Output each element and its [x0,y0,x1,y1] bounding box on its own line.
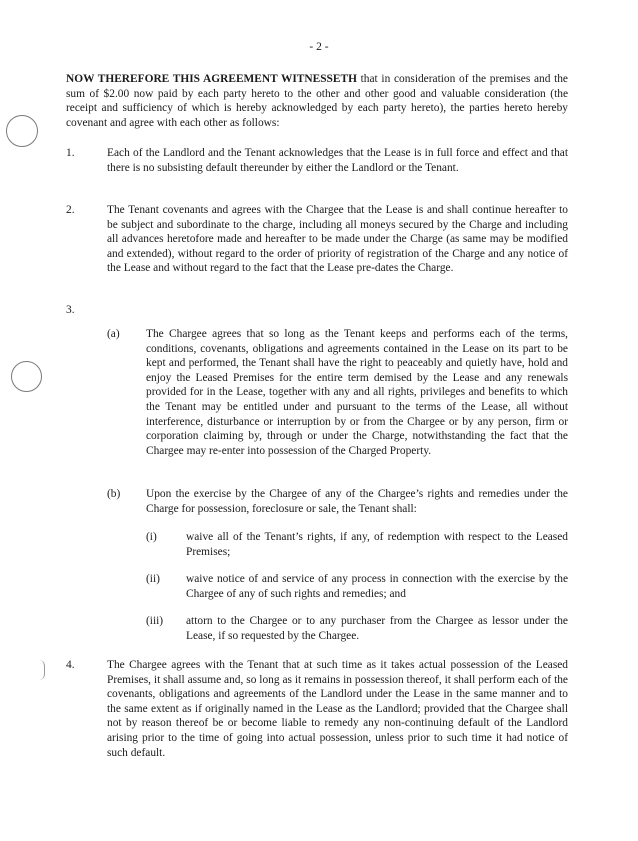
margin-mark [39,660,45,680]
clause-1-number: 1. [66,147,75,159]
clause-2-number: 2. [66,204,75,216]
clause-3a-label: (a) [107,328,120,340]
page-number: - 2 - [309,41,329,53]
clause-2-text: The Tenant covenants and agrees with the Chargee that the Lease is and shall continue hereafter to be subject and subordinate to the charge, including all moneys secured by the Charge and including all advances heretofore made and hereafter to be made under the Charge (as same may be modified and extended), without regard to the order of priority of registration of the Charge and any notice of the Lease and without regard to the fact that the Lease pre-dates the Charge. [107,204,568,275]
clause-3b-iii-text: attorn to the Chargee or to any purchaser from the Chargee as lessor under the Lease, if so requested by the Chargee. [186,615,568,642]
clause-3b-iii-label: (iii) [146,615,164,627]
clause-3b-text: Upon the exercise by the Chargee of any of the Chargee’s rights and remedies under the Charge for possession, foreclosure or sale, the Tenant shall: [146,488,568,515]
clause-3b-i-text: waive all of the Tenant’s rights, if any, of redemption with respect to the Leased Premises; [186,531,568,558]
clause-3b-i-label: (i) [146,531,157,543]
punch-hole-middle [11,361,42,392]
punch-hole-top [6,115,38,147]
clause-4-number: 4. [66,659,75,671]
clause-3b-ii-label: (ii) [146,573,160,585]
intro-heading: NOW THEREFORE THIS AGREEMENT WITNESSETH [66,73,357,85]
clause-4-text: The Chargee agrees with the Tenant that at such time as it takes actual possession of the Leased Premises, it shall assume and, so long as it remains in possession thereof, it shall perform each of the covenants, obligations and agreements of the Landlord under the Lease in the same manner and to the same extent as if originally named in the Lease as the Landlord; provided that the Chargee shall not by reason thereof be or become liable to remedy any non-continuing default of the Landlord arising prior to the time of going into actual possession, unless prior to such time it had notice of such default. [107,659,568,759]
clause-3a-text: The Chargee agrees that so long as the Tenant keeps and performs each of the terms, conditions, covenants, obligations and agreements contained in the Lease on its part to be kept and performed, the Tenant shall have the right to peaceably and quietly have, hold and enjoy the Leased Premises for the entire term demised by the Lease and any renewals provided for in the Lease, together with any and all rights, privileges and benefits to which the Tenant may be entitled under and pursuant to the terms of the Lease, all without interference, disturbance or interruption by or from the Chargee or by any person, firm or corporation claiming by, through or under the Charge, notwithstanding the fact that the Chargee may re-enter into possession of the Charged Property. [146,328,568,457]
clause-3b-label: (b) [107,488,121,500]
clause-3b-ii-text: waive notice of and service of any process in connection with the exercise by the Chargee of any of such rights and remedies; and [186,573,568,600]
intro-text: that in consideration of the premises and the sum of $2.00 now paid by each party hereto to the other and other good and valuable consideration (the receipt and sufficiency of which is hereby acknowledged by each party hereto), the parties hereto hereby covenant and agree with each other as follows: [66,73,568,129]
intro-paragraph [66,72,568,130]
clause-3-number: 3. [66,304,75,316]
clause-1-text: Each of the Landlord and the Tenant acknowledges that the Lease is in full force and effect and that there is no subsisting default thereunder by either the Landlord or the Tenant. [107,147,568,174]
